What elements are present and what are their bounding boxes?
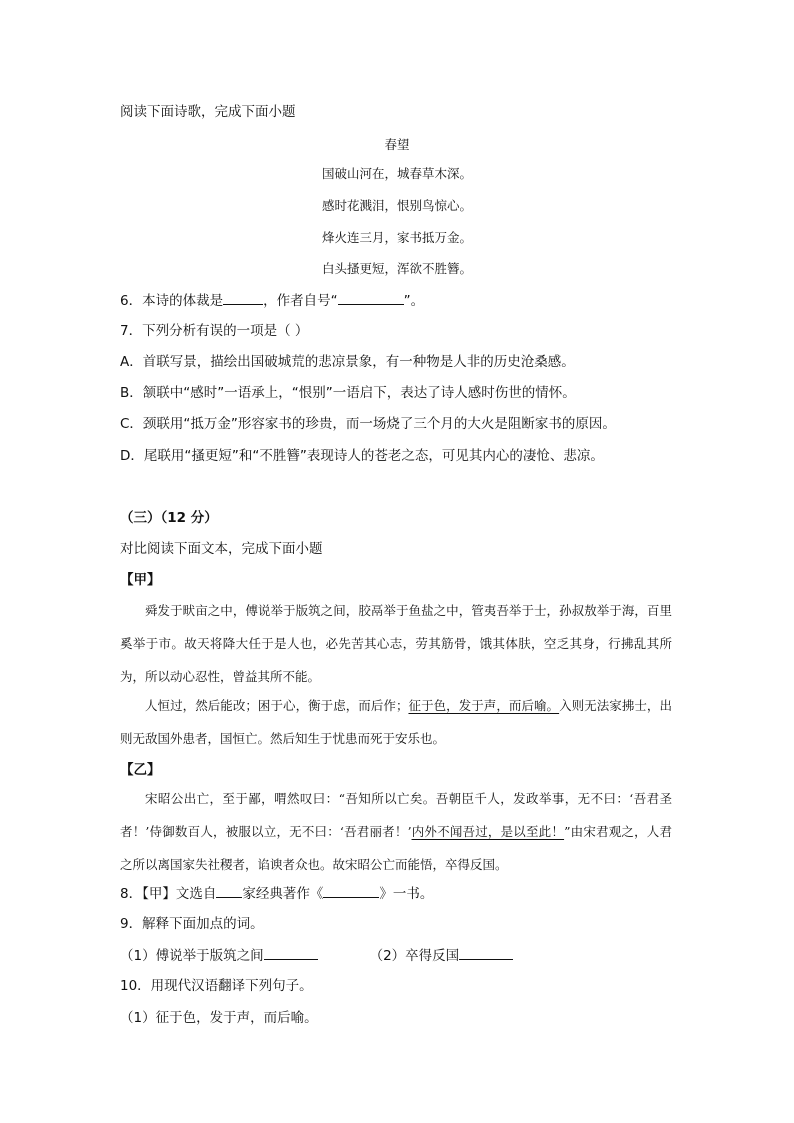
answer-blank[interactable] bbox=[459, 945, 513, 960]
question-6: 6．本诗的体裁是 ，作者自号“ ”。 bbox=[120, 290, 424, 311]
answer-blank[interactable] bbox=[323, 883, 379, 898]
passage-jia-paragraph-1: 舜发于畎亩之中，傅说举于版筑之间，胶鬲举于鱼盐之中，管夷吾举于士，孙叔敖举于海，百里奚举于市。故天将降大任于是人也，必先苦其心志，劳其筋骨，饿其体肤，空乏其身，行拂乱其所为，所以动心忍性，曾益其所不能。 bbox=[120, 603, 672, 684]
question-7-option-d: D．尾联用“搔更短”和“不胜簪”表现诗人的苍老之态，可见其内心的凄怆、悲凉。 bbox=[120, 448, 604, 464]
passage-yi-label: 【乙】 bbox=[120, 762, 161, 778]
question-7-option-c: C．颈联用“抵万金”形容家书的珍贵，而一场烧了三个月的大火是阻断家书的原因。 bbox=[120, 416, 616, 432]
answer-blank[interactable] bbox=[216, 883, 242, 898]
question-7-stem: 7．下列分析有误的一项是（ ） bbox=[120, 323, 309, 339]
section-3-title: （三）（12 分） bbox=[120, 510, 218, 526]
question-7-option-a: A．首联写景，描绘出国破城荒的悲凉景象，有一种物是人非的历史沧桑感。 bbox=[120, 354, 575, 370]
poem-line: 白头搔更短，浑欲不胜簪。 bbox=[321, 261, 472, 276]
answer-blank[interactable] bbox=[264, 945, 318, 960]
answer-blank[interactable] bbox=[223, 290, 263, 305]
poem-line: 烽火连三月，家书抵万金。 bbox=[321, 230, 472, 245]
answer-blank[interactable] bbox=[338, 290, 404, 305]
poem-line: 国破山河在，城春草木深。 bbox=[321, 166, 472, 181]
underlined-sentence: 征于色，发于声，而后喻。 bbox=[408, 698, 560, 713]
question-7-option-b: B．颔联中“感时”一语承上，“恨别”一语启下，表达了诗人感时伤世的情怀。 bbox=[120, 385, 576, 401]
poem-line: 感时花溅泪，恨别鸟惊心。 bbox=[321, 198, 472, 213]
passage-jia-paragraph-2: 人恒过，然后能改；困于心，衡于虑，而后作；征于色，发于声，而后喻。入则无法家拂士，出则无敌国外患者，国恒亡。然后知生于忧患而死于安乐也。 bbox=[120, 698, 672, 746]
passage-jia-label: 【甲】 bbox=[120, 572, 161, 588]
poem-title: 春望 bbox=[384, 137, 410, 152]
underlined-sentence: 内外不闻吾过，是以至此！ bbox=[411, 824, 565, 839]
question-10-item-1: （1）征于色，发于声，而后喻。 bbox=[120, 1010, 318, 1026]
reading-instruction: 阅读下面诗歌，完成下面小题 bbox=[120, 104, 296, 120]
question-10-stem: 10．用现代汉语翻译下列句子。 bbox=[120, 978, 313, 994]
passage-yi-paragraph: 宋昭公出亡，至于鄙，喟然叹曰：“吾知所以亡矣。吾朝臣千人，发政举事，无不曰：‘吾君圣者！’侍御数百人，被服以立，无不曰：‘吾君丽者！’内外不闻吾过，是以至此！”由宋君观之，人君之所以离国家失社稷者，谄谀者众也。故宋昭公亡而能悟，卒得反国。 bbox=[120, 791, 672, 872]
question-9-stem: 9．解释下面加点的词。 bbox=[120, 916, 264, 932]
question-8: 8．【甲】文选自 家经典著作《 》一书。 bbox=[120, 883, 433, 904]
question-9-items: （1）傅说举于版筑之间 （2）卒得反国 bbox=[120, 945, 513, 966]
section-3-instruction: 对比阅读下面文本，完成下面小题 bbox=[120, 541, 323, 557]
